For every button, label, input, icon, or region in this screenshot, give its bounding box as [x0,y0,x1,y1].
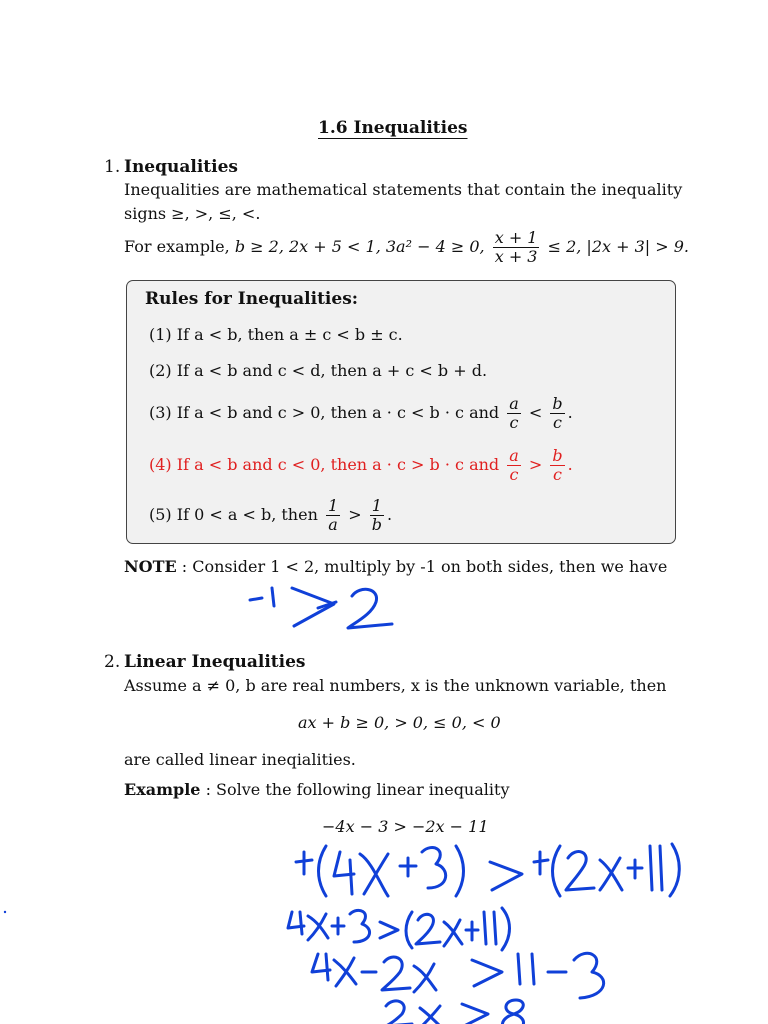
rule-1: (1) If a < b, then a ± c < b ± c. [149,325,403,344]
rule-4: (4) If a < b and c < 0, then a · c > b · c and $\frac{a}{c}$ > $\frac{b}{c}$ . [149,446,573,484]
section-heading: Linear Inequalities [124,652,306,672]
rule-3: (3) If a < b and c > 0, then a · c < b · c and $\frac{a}{c}$ < $\frac{b}{c}$ . [149,394,573,432]
section-number: 2. [104,652,121,672]
paragraph-line: Inequalities are mathematical statements that contain the inequality [124,180,683,199]
rule-3-text: (3) If a < b and c > 0, then a · c < b · c and [149,403,500,422]
paragraph-line: Assume a ≠ 0, b are real numbers, x is the unknown variable, then [124,676,667,695]
example-expressions: b ≥ 2, 2x + 5 < 1, 3a² − 4 ≥ 0, [234,237,485,256]
fraction-numerator: x + 1 [494,228,538,247]
note-label: NOTE [124,557,177,576]
fraction-1-over-a: $\frac{1}{a}$ [327,496,339,534]
fraction-a-over-c: $\frac{a}{c}$ [509,394,519,432]
example-expressions-end: ≤ 2, |2x + 3| > 9. [547,237,690,256]
page-title: 1.6 Inequalities [318,118,468,138]
example-prefix: For example, [124,237,230,256]
fraction-denominator: x + 3 [494,247,538,266]
rule-2: (2) If a < b and c < d, then a + c < b + d. [149,361,488,380]
section-heading: Inequalities [124,157,239,177]
fraction-a-over-c: $\frac{a}{c}$ [509,446,519,484]
rule-5-relation: > [348,505,362,524]
handwritten-step-2 [288,908,510,950]
stray-ink-dot [4,911,6,913]
fraction-b-over-c: $\frac{b}{c}$ [552,394,563,432]
handwritten-step-4 [386,1000,524,1024]
example-text: : Solve the following linear inequality [205,780,510,799]
rule-4-text: (4) If a < b and c < 0, then a · c > b · c and [149,455,500,474]
rule-5: (5) If 0 < a < b, then $\frac{1}{a}$ > $\frac{1}{b}$ . [149,496,393,534]
paragraph-line: are called linear ineqialities. [124,750,356,769]
rules-heading: Rules for Inequalities: [145,289,359,309]
note-text: : Consider 1 < 2, multiply by -1 on both sides, then we have [181,557,668,576]
formula: ax + b ≥ 0, > 0, ≤ 0, < 0 [298,713,501,732]
rule-3-relation: < [528,403,543,422]
paragraph-line: signs ≥, >, ≤, <. [124,204,261,223]
section-number: 1. [104,157,121,177]
rule-4-relation: > [528,455,543,474]
handwritten-step-1 [296,844,679,896]
example-formula: −4x − 3 > −2x − 11 [322,817,489,836]
handwritten-note-answer [250,588,392,628]
fraction-b-over-c: $\frac{b}{c}$ [552,446,563,484]
fraction-1-over-b: $\frac{1}{b}$ [371,496,382,534]
example-label: Example [124,780,201,799]
rule-5-text: (5) If 0 < a < b, then [149,505,318,524]
handwritten-step-3 [312,953,604,998]
